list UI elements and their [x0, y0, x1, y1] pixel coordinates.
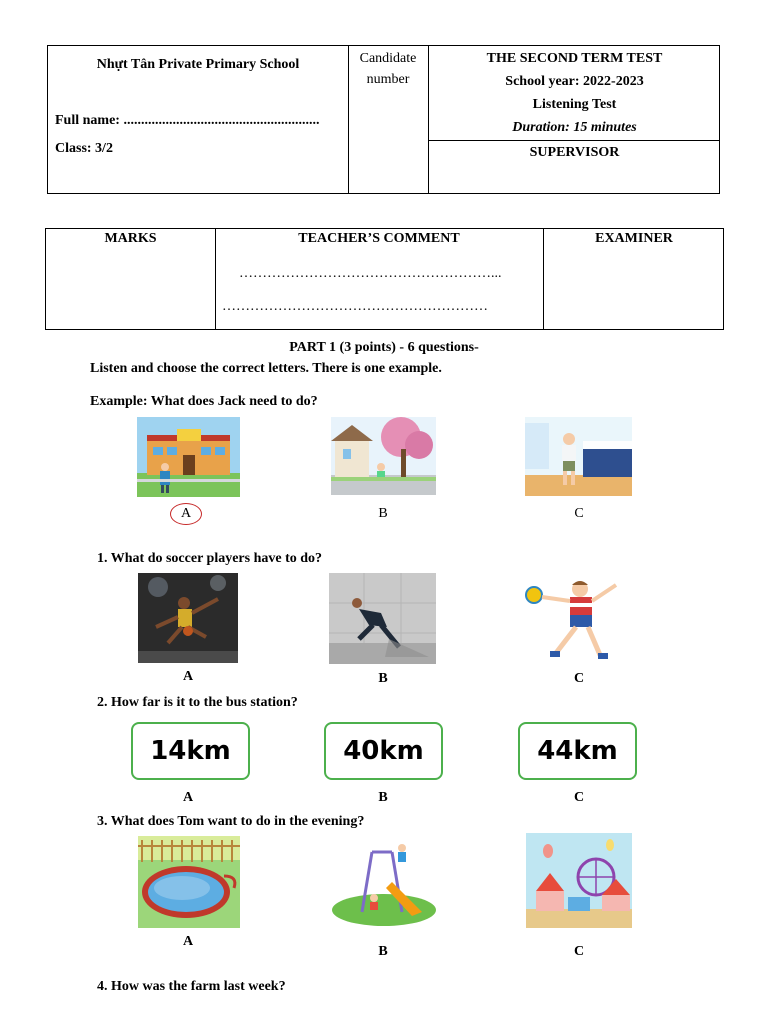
distance-box: 40km	[324, 722, 443, 780]
duration: Duration: 15 minutes	[512, 120, 637, 135]
school-name: Nhựt Tân Private Primary School	[96, 57, 300, 72]
option-label: C	[574, 506, 584, 521]
school-year: School year: 2022-2023	[505, 74, 644, 89]
option-label: C	[573, 790, 585, 805]
option-label: C	[573, 671, 585, 686]
option-label: A	[182, 669, 194, 684]
option-label: A	[182, 790, 194, 805]
fair-picture	[526, 833, 632, 928]
handball-picture	[520, 575, 636, 665]
distance-box: 44km	[518, 722, 637, 780]
option-label: A	[182, 934, 194, 949]
comment-line: ………………………………………………...	[239, 266, 502, 281]
examiner-label: EXAMINER	[595, 231, 673, 246]
example-question: Example: What does Jack need to do?	[90, 394, 318, 409]
bedroom-picture	[525, 417, 632, 496]
option-label: C	[573, 944, 585, 959]
option-label: B	[378, 506, 388, 521]
divider	[428, 140, 719, 141]
teacher-comment-label: TEACHER’S COMMENT	[298, 231, 460, 246]
header-table	[47, 45, 720, 194]
supervisor-label: SUPERVISOR	[529, 145, 620, 160]
class-label: Class: 3/2	[55, 141, 113, 156]
part-title: PART 1 (3 points) - 6 questions-	[289, 340, 479, 355]
divider	[348, 46, 349, 193]
school-picture	[137, 417, 240, 497]
option-label: B	[378, 944, 388, 959]
distance-box: 14km	[131, 722, 250, 780]
question: 2. How far is it to the bus station?	[97, 695, 298, 710]
basketball-picture	[138, 573, 238, 663]
option-label: A	[180, 506, 192, 521]
question: 3. What does Tom want to do in the evening?	[97, 814, 365, 829]
test-type: Listening Test	[532, 97, 617, 112]
instruction: Listen and choose the correct letters. There is one example.	[90, 361, 442, 376]
question: 4. How was the farm last week?	[97, 979, 286, 994]
full-name-field: Full name: ........................................................	[55, 113, 320, 128]
running-picture	[329, 573, 436, 664]
park-picture	[331, 417, 436, 495]
option-label: B	[378, 671, 388, 686]
pool-picture	[138, 836, 240, 928]
test-title: THE SECOND TERM TEST	[486, 51, 663, 66]
option-label: B	[378, 790, 388, 805]
playground-picture	[332, 842, 436, 926]
marks-label: MARKS	[104, 231, 157, 246]
candidate-label: Candidate	[359, 51, 417, 66]
question: 1. What do soccer players have to do?	[97, 551, 323, 566]
candidate-label: number	[366, 72, 410, 87]
comment-line: …………………………………………………	[222, 299, 488, 314]
marks-table	[45, 228, 724, 330]
